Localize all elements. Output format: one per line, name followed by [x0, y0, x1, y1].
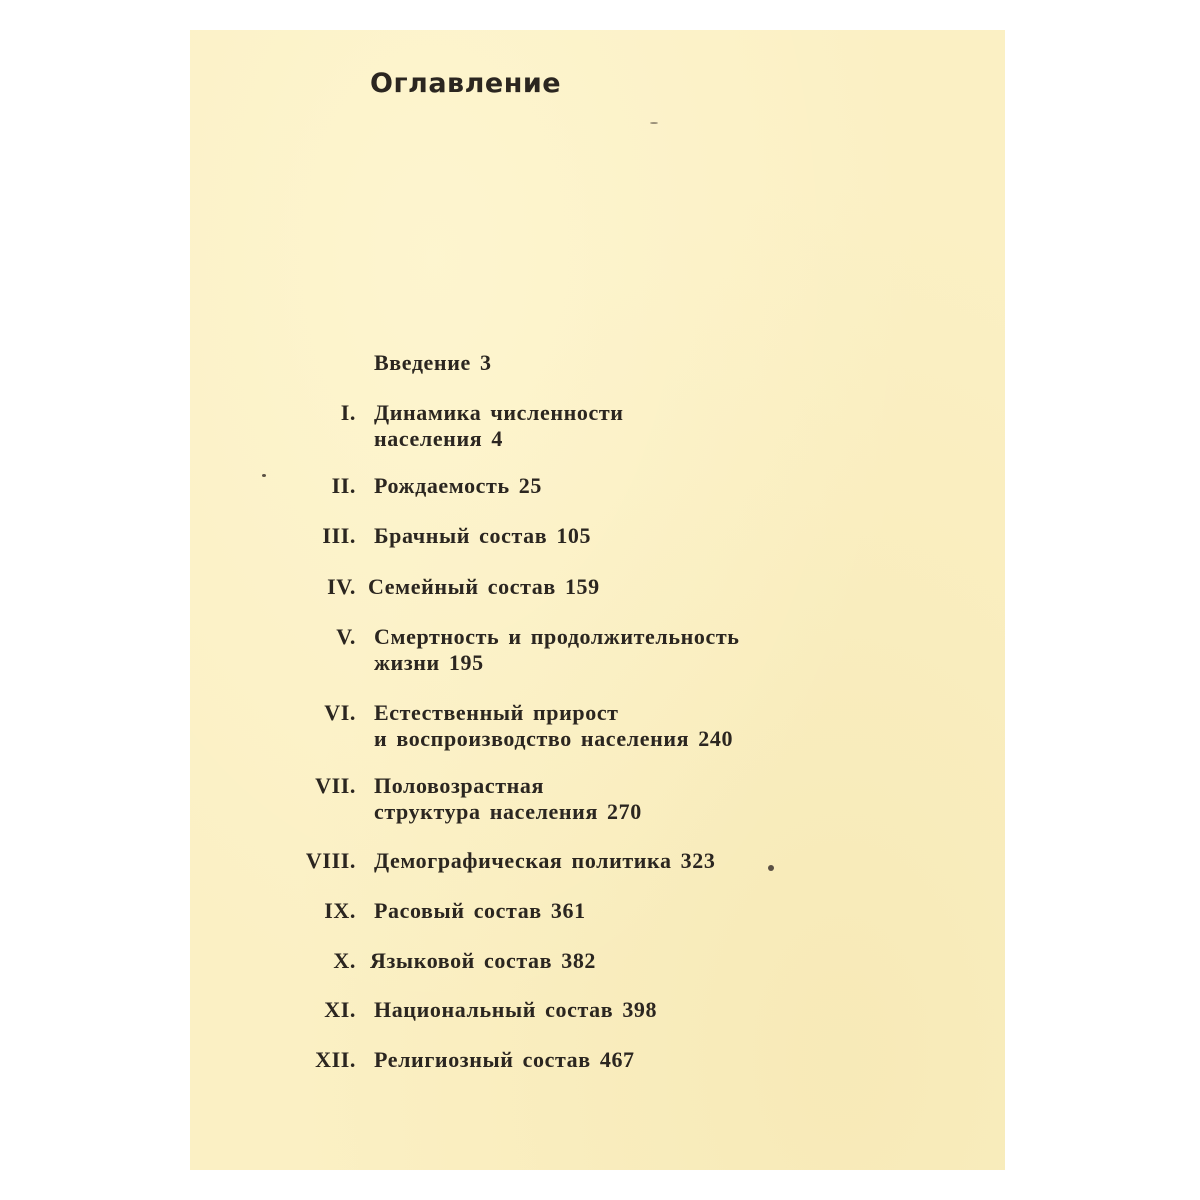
- toc-title: [368, 574, 808, 600]
- toc-number: VIII.: [305, 848, 356, 873]
- toc-title: [374, 848, 814, 874]
- toc-number: X.: [333, 948, 356, 973]
- toc-line: Демографическая политика 323: [374, 848, 716, 873]
- toc-line: Смертность и продолжительность: [374, 624, 740, 649]
- toc-title: [374, 997, 814, 1023]
- toc-line: структура населения 270: [374, 799, 642, 824]
- toc-title: [374, 624, 814, 676]
- toc-title: [374, 523, 814, 549]
- toc-title: [374, 1047, 814, 1073]
- toc-line: Динамика численности: [374, 400, 624, 425]
- toc-line: жизни 195: [374, 650, 484, 675]
- ink-speck: [768, 865, 774, 871]
- page-title: Оглавление: [370, 68, 562, 99]
- toc-number: V.: [336, 624, 356, 649]
- toc-line: населения 4: [374, 426, 503, 451]
- ink-speck: [262, 474, 266, 477]
- toc-number: III.: [322, 523, 356, 548]
- toc-number: XI.: [324, 997, 356, 1022]
- toc-line: Языковой состав 382: [370, 948, 597, 973]
- toc-line: Введение 3: [374, 350, 492, 375]
- toc-title: [374, 400, 814, 452]
- toc-number: VII.: [315, 773, 356, 798]
- toc-title: [374, 773, 814, 825]
- toc-title: [374, 473, 814, 499]
- toc-title: [374, 350, 814, 376]
- book-page: [190, 30, 1005, 1170]
- toc-line: Семейный состав 159: [368, 574, 600, 599]
- toc-number: IX.: [324, 898, 356, 923]
- toc-number: IV.: [327, 574, 356, 599]
- table-of-contents: [190, 30, 1005, 1170]
- toc-line: Рождаемость 25: [374, 473, 542, 498]
- toc-title: [374, 700, 814, 752]
- toc-line: Расовый состав 361: [374, 898, 586, 923]
- toc-line: Национальный состав 398: [374, 997, 658, 1022]
- toc-number: VI.: [324, 700, 356, 725]
- toc-number: II.: [331, 473, 356, 498]
- toc-line: и воспроизводство населения 240: [374, 726, 734, 751]
- toc-line: Половозрастная: [374, 773, 544, 798]
- toc-number: I.: [340, 400, 356, 425]
- toc-number: XII.: [315, 1047, 356, 1072]
- toc-line: Религиозный состав 467: [374, 1047, 635, 1072]
- toc-line: Естественный прирост: [374, 700, 619, 725]
- ink-speck: [650, 122, 658, 124]
- toc-title: [374, 898, 814, 924]
- toc-line: Брачный состав 105: [374, 523, 592, 548]
- toc-title: [370, 948, 810, 974]
